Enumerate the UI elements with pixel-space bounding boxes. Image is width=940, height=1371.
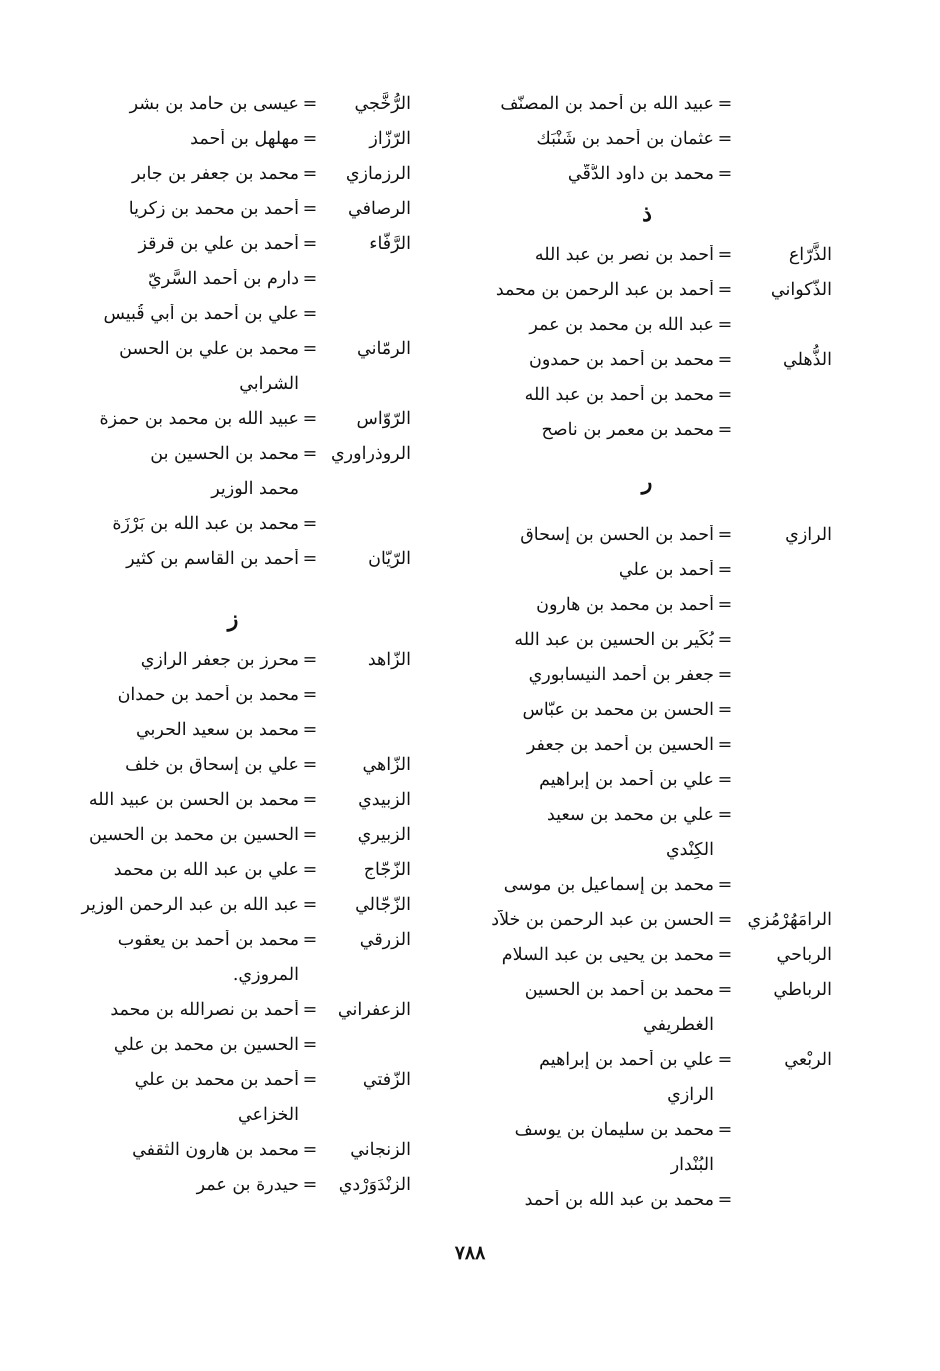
- entry-nisba: الرّيّان: [368, 548, 411, 569]
- entry-name: الكِنْدي: [665, 839, 714, 860]
- entry-name: محمد بن أحمد بن حمدون: [528, 349, 714, 370]
- index-entry: [55, 156, 411, 191]
- index-entry: [462, 1112, 832, 1147]
- entry-equals-sign: =: [717, 384, 733, 405]
- entry-equals-sign: =: [302, 128, 318, 149]
- index-entry: [55, 1062, 411, 1097]
- index-entry: [462, 1147, 832, 1182]
- index-entry: [55, 747, 411, 782]
- index-entry: [462, 587, 832, 622]
- entry-name: محمد بن إسماعيل بن موسى: [503, 874, 714, 895]
- entry-equals-sign: =: [302, 824, 318, 845]
- entry-nisba: الرزمازي: [345, 163, 411, 184]
- entry-nisba: الرامَهُرْمُزي: [747, 909, 832, 930]
- entry-equals-sign: =: [302, 548, 318, 569]
- entry-nisba: الذَّرّاع: [788, 244, 832, 265]
- entry-name: الرازي: [667, 1084, 714, 1105]
- entry-equals-sign: =: [717, 1049, 733, 1070]
- index-entry: [55, 366, 411, 401]
- entry-equals-sign: =: [717, 979, 733, 1000]
- entry-equals-sign: =: [717, 93, 733, 114]
- entry-name: محمد بن أحمد بن حمدان: [117, 684, 299, 705]
- entry-equals-sign: =: [302, 789, 318, 810]
- entry-name: علي بن أحمد بن أبي قُبيس: [103, 303, 299, 324]
- entry-nisba: الزرقي: [359, 929, 411, 950]
- entry-name: عبيد الله بن أحمد بن المصنّف: [500, 93, 714, 114]
- entry-name: علي بن أحمد بن إبراهيم: [539, 1049, 714, 1070]
- index-entry: [462, 552, 832, 587]
- index-entry: [55, 541, 411, 576]
- entry-equals-sign: =: [717, 128, 733, 149]
- entry-nisba: الرُّخَّجي: [354, 93, 411, 114]
- entry-nisba: الزّفتي: [362, 1069, 411, 1090]
- index-entry: [462, 237, 832, 272]
- entry-equals-sign: =: [717, 699, 733, 720]
- section-letter: ذ: [642, 201, 652, 227]
- entry-equals-sign: =: [302, 1139, 318, 1160]
- entry-name: أحمد بن محمد بن علي: [134, 1069, 299, 1090]
- index-entry: [55, 296, 411, 331]
- index-entry: [55, 817, 411, 852]
- entry-name: البُنْدار: [670, 1154, 714, 1175]
- entry-name: المروزي.: [232, 964, 299, 985]
- entry-equals-sign: =: [302, 1174, 318, 1195]
- entry-name: علي بن أحمد بن إبراهيم: [539, 769, 714, 790]
- entry-equals-sign: =: [302, 1034, 318, 1055]
- index-entry: [462, 797, 832, 832]
- entry-name: الحسين بن محمد بن علي: [113, 1034, 299, 1055]
- index-entry: [55, 677, 411, 712]
- entry-equals-sign: =: [717, 279, 733, 300]
- entry-equals-sign: =: [302, 859, 318, 880]
- entry-name: عبيد الله بن محمد بن حمزة: [99, 408, 299, 429]
- entry-name: أحمد بن علي بن قرقز: [138, 233, 299, 254]
- index-entry: [462, 867, 832, 902]
- index-entry: [55, 887, 411, 922]
- entry-equals-sign: =: [717, 314, 733, 335]
- entry-name: محمد بن الحسين بن: [150, 443, 299, 464]
- entry-name: أحمد بن عبد الرحمن بن محمد: [495, 279, 714, 300]
- entry-nisba: الذّكواني: [770, 279, 832, 300]
- entry-nisba: الزنْدَوَرْدي: [338, 1174, 411, 1195]
- entry-name: محمد بن هارون الثقفي: [132, 1139, 299, 1160]
- entry-nisba: الزّاهي: [362, 754, 411, 775]
- index-entry: [462, 937, 832, 972]
- index-entry: [462, 342, 832, 377]
- index-entry: [462, 156, 832, 191]
- index-entry: [462, 1077, 832, 1112]
- entry-nisba: الزّجّاج: [363, 859, 411, 880]
- entry-name: الحسن بن محمد بن عبّاس: [522, 699, 714, 720]
- entry-name: محمد بن معمر بن ناصح: [541, 419, 714, 440]
- entry-name: حيدرة بن عمر: [196, 1174, 299, 1195]
- entry-equals-sign: =: [302, 719, 318, 740]
- entry-equals-sign: =: [717, 909, 733, 930]
- entry-nisba: الذُّهلي: [783, 349, 832, 370]
- entry-name: محمد بن عبد الله بن أحمد: [524, 1189, 714, 1210]
- entry-name: الشرابي: [239, 373, 299, 394]
- entry-equals-sign: =: [717, 874, 733, 895]
- entry-name: محمد بن عبد الله بن بَرْزَة: [112, 513, 299, 534]
- entry-equals-sign: =: [302, 93, 318, 114]
- entry-equals-sign: =: [302, 338, 318, 359]
- index-entry: [55, 401, 411, 436]
- index-entry: [55, 712, 411, 747]
- index-entry: [55, 86, 411, 121]
- entry-name: محمد بن أحمد بن عبد الله: [524, 384, 714, 405]
- section-letter: ز: [227, 606, 239, 632]
- entry-equals-sign: =: [717, 769, 733, 790]
- entry-name: أحمد بن القاسم بن كثير: [126, 548, 299, 569]
- index-entry: [55, 121, 411, 156]
- entry-name: علي بن إسحاق بن خلف: [125, 754, 299, 775]
- entry-nisba: الربْعي: [784, 1049, 832, 1070]
- index-entry: [55, 1027, 411, 1062]
- entry-nisba: الروذراوري: [330, 443, 411, 464]
- entry-name: عيسى بن حامد بن بشر: [129, 93, 299, 114]
- entry-equals-sign: =: [717, 944, 733, 965]
- entry-name: محمد بن الحسن بن عبيد الله: [88, 789, 299, 810]
- entry-equals-sign: =: [717, 804, 733, 825]
- entry-equals-sign: =: [302, 684, 318, 705]
- entry-nisba: الزّجّالي: [355, 894, 411, 915]
- entry-name: أحمد بن نصر بن عبد الله: [534, 244, 714, 265]
- entry-equals-sign: =: [302, 754, 318, 775]
- entry-name: محمد بن سليمان بن يوسف: [514, 1119, 714, 1140]
- index-entry: [55, 261, 411, 296]
- entry-equals-sign: =: [717, 349, 733, 370]
- entry-equals-sign: =: [717, 244, 733, 265]
- index-entry: [462, 832, 832, 867]
- index-entry: [462, 657, 832, 692]
- entry-name: أحمد بن محمد بن هارون: [536, 594, 714, 615]
- entry-name: عثمان بن أحمد بن شَنْبَك: [536, 128, 714, 149]
- entry-equals-sign: =: [302, 268, 318, 289]
- entry-equals-sign: =: [717, 524, 733, 545]
- entry-nisba: الرّزّاز: [369, 128, 411, 149]
- index-entry: [55, 852, 411, 887]
- index-entry: [462, 972, 832, 1007]
- index-entry: [462, 1182, 832, 1217]
- index-entry: [55, 957, 411, 992]
- entry-name: محمد بن أحمد بن يعقوب: [117, 929, 299, 950]
- entry-name: محمد بن يحيى بن عبد السلام: [501, 944, 714, 965]
- entry-name: الحسين بن أحمد بن جعفر: [526, 734, 714, 755]
- entry-equals-sign: =: [717, 163, 733, 184]
- entry-nisba: الزبيدي: [358, 789, 411, 810]
- index-entry: [55, 436, 411, 471]
- entry-nisba: الرمّاني: [356, 338, 411, 359]
- index-entry: [462, 307, 832, 342]
- entry-name: أحمد بن نصرالله بن محمد: [110, 999, 299, 1020]
- entry-equals-sign: =: [717, 559, 733, 580]
- entry-equals-sign: =: [302, 303, 318, 324]
- entry-equals-sign: =: [302, 163, 318, 184]
- entry-equals-sign: =: [302, 513, 318, 534]
- index-entry: [55, 1132, 411, 1167]
- entry-equals-sign: =: [302, 408, 318, 429]
- index-entry: [462, 902, 832, 937]
- entry-equals-sign: =: [717, 594, 733, 615]
- entry-nisba: الزعفراني: [337, 999, 411, 1020]
- entry-equals-sign: =: [717, 1119, 733, 1140]
- entry-equals-sign: =: [302, 649, 318, 670]
- entry-name: الحسن بن عبد الرحمن بن خلاّد: [491, 909, 714, 930]
- entry-equals-sign: =: [717, 1189, 733, 1210]
- entry-nisba: الرَّفّاء: [369, 233, 411, 254]
- entry-equals-sign: =: [302, 894, 318, 915]
- entry-equals-sign: =: [302, 999, 318, 1020]
- index-entry: [462, 1007, 832, 1042]
- entry-equals-sign: =: [302, 443, 318, 464]
- index-entry: [55, 922, 411, 957]
- index-entry: [462, 412, 832, 447]
- entry-nisba: الرباطي: [773, 979, 832, 1000]
- index-entry: [462, 622, 832, 657]
- entry-nisba: الزبيري: [357, 824, 411, 845]
- entry-name: الغطريفي: [643, 1014, 714, 1035]
- index-entry: [462, 272, 832, 307]
- entry-name: أحمد بن محمد بن زكريا: [128, 198, 299, 219]
- entry-name: محمد بن سعيد الحربي: [135, 719, 299, 740]
- entry-name: محمد الوزير: [211, 478, 299, 499]
- index-entry: [55, 992, 411, 1027]
- entry-name: عبد الله بن محمد بن عمر: [529, 314, 714, 335]
- entry-name: الحسين بن محمد بن الحسين: [88, 824, 299, 845]
- entry-name: محمد بن جعفر بن جابر: [131, 163, 299, 184]
- entry-equals-sign: =: [302, 198, 318, 219]
- entry-equals-sign: =: [302, 929, 318, 950]
- column-left: [55, 86, 411, 1202]
- entry-name: محمد بن أحمد بن الحسين: [524, 979, 714, 1000]
- column-right: [462, 86, 832, 1217]
- entry-name: أحمد بن علي: [618, 559, 714, 580]
- index-entry: [55, 331, 411, 366]
- entry-name: دارم بن أحمد السَّريّ: [148, 268, 299, 289]
- entry-equals-sign: =: [717, 734, 733, 755]
- index-entry: [462, 86, 832, 121]
- entry-name: بُكَير بن الحسين بن عبد الله: [514, 629, 714, 650]
- entry-name: محمد بن علي بن الحسن: [119, 338, 299, 359]
- index-entry: [462, 727, 832, 762]
- index-entry: [55, 471, 411, 506]
- index-entry: [55, 226, 411, 261]
- index-entry: [462, 692, 832, 727]
- index-entry: [55, 782, 411, 817]
- index-entry: [55, 1167, 411, 1202]
- entry-name: أحمد بن الحسن بن إسحاق: [520, 524, 714, 545]
- entry-equals-sign: =: [302, 233, 318, 254]
- index-entry: [462, 121, 832, 156]
- section-gap: [55, 576, 411, 596]
- entry-name: محرز بن جعفر الرازي: [140, 649, 299, 670]
- entry-nisba: الزّاهد: [367, 649, 411, 670]
- index-entry: [462, 517, 832, 552]
- entry-nisba: الرباحي: [776, 944, 832, 965]
- entry-nisba: الرازي: [785, 524, 832, 545]
- index-entry: [55, 1097, 411, 1132]
- entry-name: مهلهل بن أحمد: [190, 128, 299, 149]
- entry-name: جعفر بن أحمد النيسابوري: [528, 664, 714, 685]
- entry-equals-sign: =: [717, 419, 733, 440]
- entry-name: علي بن عبد الله بن محمد: [113, 859, 299, 880]
- entry-equals-sign: =: [717, 629, 733, 650]
- entry-name: علي بن محمد بن سعيد: [546, 804, 714, 825]
- entry-equals-sign: =: [302, 1069, 318, 1090]
- index-entry: [462, 762, 832, 797]
- entry-name: الخزاعي: [237, 1104, 299, 1125]
- index-entry: [462, 377, 832, 412]
- index-entry: [55, 191, 411, 226]
- entry-nisba: الرصافي: [348, 198, 411, 219]
- entry-nisba: الرّوّاس: [356, 408, 411, 429]
- entry-name: محمد بن داود الدُّقّي: [567, 163, 714, 184]
- index-entry: [462, 1042, 832, 1077]
- section-letter: ر: [641, 469, 653, 495]
- entry-nisba: الزنجاني: [350, 1139, 411, 1160]
- entry-equals-sign: =: [717, 664, 733, 685]
- page-number: ٧٨٨: [454, 1242, 486, 1264]
- index-entry: [55, 642, 411, 677]
- index-entry: [55, 506, 411, 541]
- entry-name: عبد الله بن عبد الرحمن الوزير: [81, 894, 299, 915]
